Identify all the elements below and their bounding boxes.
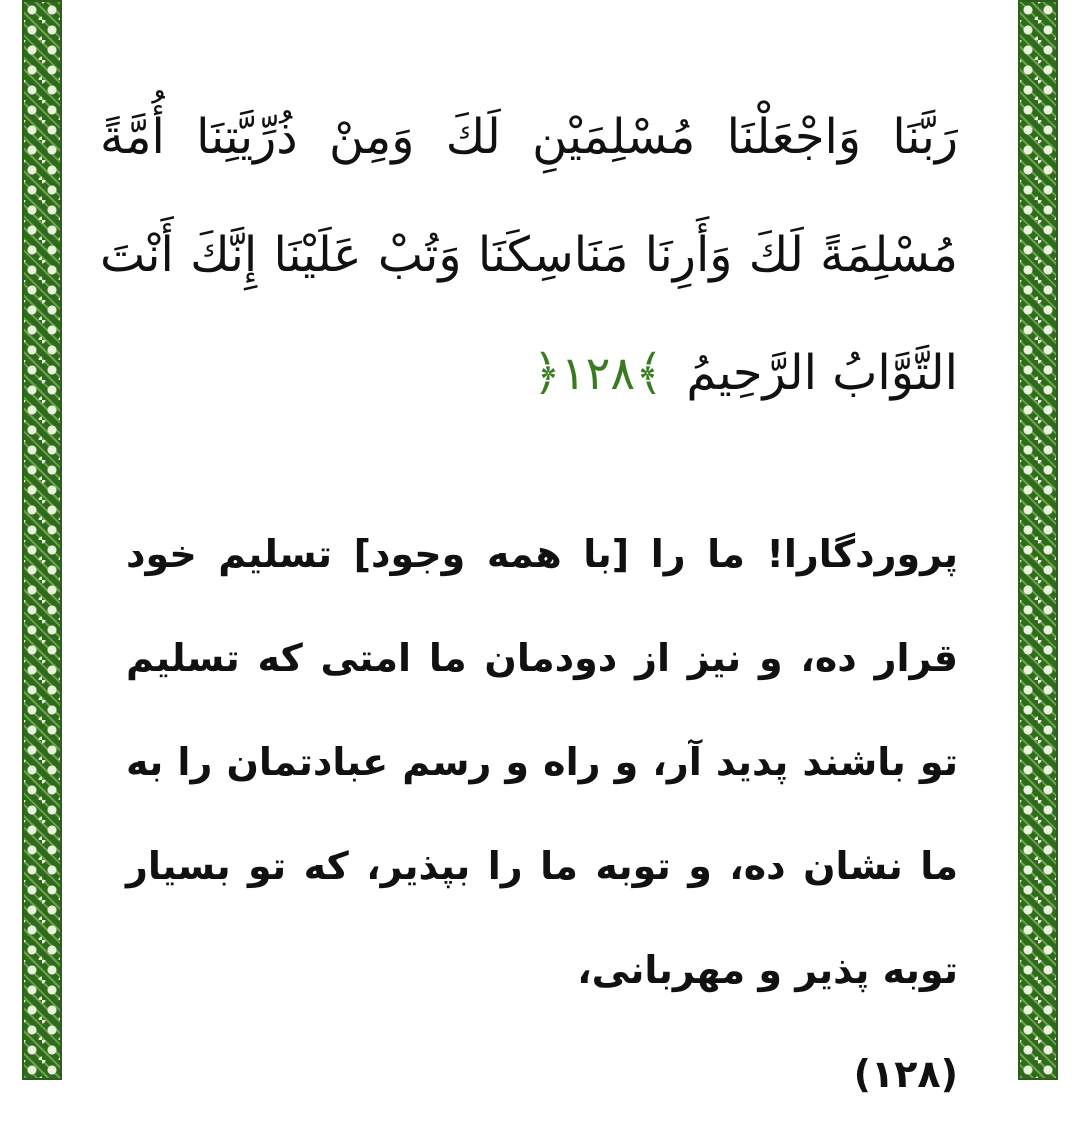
translation-verse-number: (١٢٨) <box>853 1052 958 1096</box>
verse-card <box>100 0 980 1096</box>
right-ornamental-border <box>1018 0 1058 1080</box>
left-ornamental-border <box>22 0 62 1080</box>
verse-end-marker <box>533 314 663 432</box>
arabic-verse <box>100 78 958 432</box>
arabic-verse-text: رَبَّنَا وَاجْعَلْنَا مُسْلِمَيْنِ لَكَ وَمِنْ ذُرِّيَّتِنَا أُمَّةً مُسْلِمَةً لَكَ وَأَرِنَا مَنَاسِكَنَا وَتُبْ عَلَيْنَا إِنَّكَ أَنْتَ التَّوَّابُ الرَّحِيمُ <box>100 109 958 401</box>
marker-number: ١٢٨ <box>560 346 636 400</box>
persian-translation <box>126 502 958 1126</box>
marker-close-bracket: ﴿ <box>532 345 561 401</box>
marker-open-bracket: ﴾ <box>635 345 664 401</box>
translation-text: پروردگارا! ما را [با همه وجود] تسلیم خود قرار ده، و نیز از دودمان ما امتی که تسلیم تو باشند پدید آر، و راه و رسم عبادتمان را به ما نشان ده، و توبه ما را بپذیر، که تو بسیار توبه پذیر و مهربانی، <box>126 532 958 992</box>
